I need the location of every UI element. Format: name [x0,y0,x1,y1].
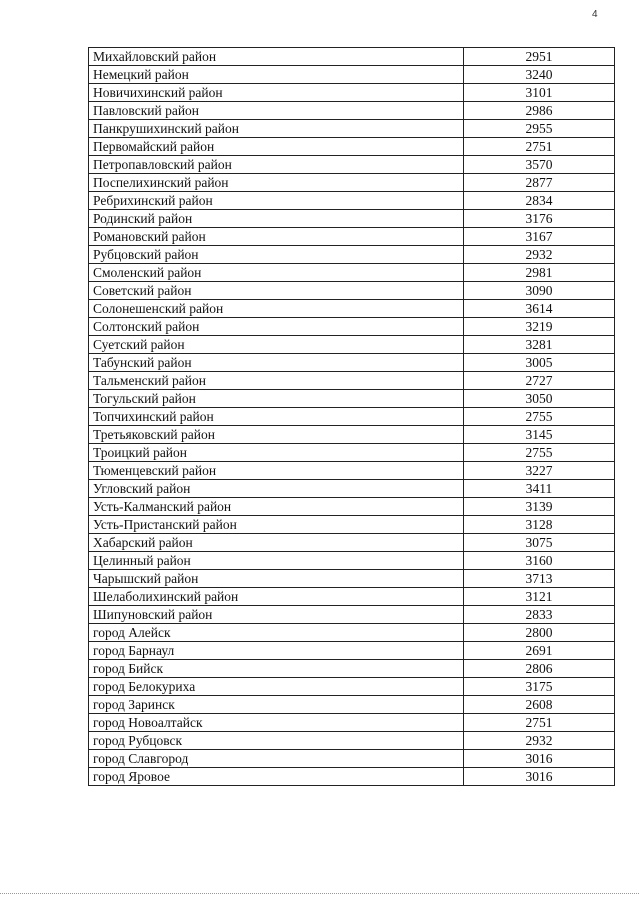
district-value-cell: 3128 [464,516,615,534]
district-name-cell: Тогульский район [89,390,464,408]
table-row [89,120,615,138]
district-value-cell: 2877 [464,174,615,192]
table-row [89,84,615,102]
table-row [89,48,615,66]
table-row [89,714,615,732]
district-value-cell: 3005 [464,354,615,372]
district-value-cell: 2955 [464,120,615,138]
district-value-cell: 3167 [464,228,615,246]
district-name-cell: Хабарский район [89,534,464,552]
district-value-cell: 3219 [464,318,615,336]
table-row [89,570,615,588]
district-name-cell: Усть-Калманский район [89,498,464,516]
district-name-cell: Шипуновский район [89,606,464,624]
district-value-cell: 2691 [464,642,615,660]
district-value-cell: 3075 [464,534,615,552]
district-name-cell: Третьяковский район [89,426,464,444]
district-name-cell: город Бийск [89,660,464,678]
table-row [89,228,615,246]
table-row [89,264,615,282]
table-row [89,444,615,462]
district-name-cell: город Барнаул [89,642,464,660]
district-name-cell: Смоленский район [89,264,464,282]
district-name-cell: Целинный район [89,552,464,570]
district-value-cell: 2751 [464,138,615,156]
district-name-cell: Рубцовский район [89,246,464,264]
district-value-cell: 3050 [464,390,615,408]
table-row [89,156,615,174]
district-value-cell: 2806 [464,660,615,678]
district-name-cell: Шелаболихинский район [89,588,464,606]
district-name-cell: город Алейск [89,624,464,642]
district-name-cell: Панкрушихинский район [89,120,464,138]
district-name-cell: Немецкий район [89,66,464,84]
table-body [89,48,615,786]
district-name-cell: Суетский район [89,336,464,354]
district-value-cell: 3227 [464,462,615,480]
table-row [89,606,615,624]
table-row [89,480,615,498]
district-name-cell: Михайловский район [89,48,464,66]
district-name-cell: Советский район [89,282,464,300]
district-name-cell: Угловский район [89,480,464,498]
district-value-cell: 3175 [464,678,615,696]
district-name-cell: Родинский район [89,210,464,228]
table-row [89,66,615,84]
district-value-cell: 3016 [464,768,615,786]
district-value-cell: 2751 [464,714,615,732]
district-name-cell: город Рубцовск [89,732,464,750]
district-name-cell: Поспелихинский район [89,174,464,192]
table-row [89,318,615,336]
district-name-cell: Солонешенский район [89,300,464,318]
district-name-cell: город Новоалтайск [89,714,464,732]
district-value-cell: 2834 [464,192,615,210]
table-row [89,210,615,228]
table-row [89,678,615,696]
table-row [89,354,615,372]
table-row [89,102,615,120]
table-row [89,300,615,318]
table-row [89,660,615,678]
table-row [89,246,615,264]
district-value-cell: 3121 [464,588,615,606]
table-row [89,642,615,660]
district-name-cell: город Славгород [89,750,464,768]
district-value-cell: 3176 [464,210,615,228]
table-row [89,408,615,426]
table-row [89,750,615,768]
district-value-cell: 2608 [464,696,615,714]
table-row [89,372,615,390]
district-value-cell: 3090 [464,282,615,300]
district-name-cell: Ребрихинский район [89,192,464,210]
district-value-cell: 3160 [464,552,615,570]
district-value-cell: 2755 [464,444,615,462]
district-value-cell: 2932 [464,246,615,264]
table-row [89,534,615,552]
table-row [89,426,615,444]
page-bottom-divider [0,893,639,894]
district-value-cell: 3016 [464,750,615,768]
district-value-cell: 2755 [464,408,615,426]
table-row [89,498,615,516]
table-row [89,462,615,480]
district-name-cell: Романовский район [89,228,464,246]
district-value-cell: 2986 [464,102,615,120]
district-name-cell: Тюменцевский район [89,462,464,480]
district-value-cell: 3570 [464,156,615,174]
district-name-cell: Павловский район [89,102,464,120]
district-value-cell: 3101 [464,84,615,102]
district-value-cell: 3614 [464,300,615,318]
table-row [89,732,615,750]
district-value-cell: 2800 [464,624,615,642]
table-row [89,390,615,408]
table-row [89,516,615,534]
district-name-cell: Солтонский район [89,318,464,336]
district-value-cell: 2951 [464,48,615,66]
district-value-cell: 2833 [464,606,615,624]
table-row [89,282,615,300]
table-row [89,192,615,210]
table-row [89,624,615,642]
district-name-cell: город Заринск [89,696,464,714]
district-value-cell: 2727 [464,372,615,390]
district-name-cell: Чарышский район [89,570,464,588]
table-row [89,768,615,786]
district-value-cell: 3713 [464,570,615,588]
district-value-cell: 2981 [464,264,615,282]
district-name-cell: Петропавловский район [89,156,464,174]
district-name-cell: Табунский район [89,354,464,372]
table-row [89,138,615,156]
district-value-cell: 2932 [464,732,615,750]
district-value-cell: 3139 [464,498,615,516]
district-name-cell: Тальменский район [89,372,464,390]
table-row [89,696,615,714]
district-name-cell: город Яровое [89,768,464,786]
table-row [89,552,615,570]
district-name-cell: Первомайский район [89,138,464,156]
district-name-cell: Усть-Пристанский район [89,516,464,534]
district-table [88,47,615,786]
district-name-cell: город Белокуриха [89,678,464,696]
table-row [89,588,615,606]
table-row [89,174,615,192]
district-value-cell: 3240 [464,66,615,84]
district-name-cell: Топчихинский район [89,408,464,426]
page-number: 4 [592,9,598,20]
table-row [89,336,615,354]
district-name-cell: Троицкий район [89,444,464,462]
district-value-cell: 3145 [464,426,615,444]
district-value-cell: 3411 [464,480,615,498]
district-value-cell: 3281 [464,336,615,354]
district-name-cell: Новичихинский район [89,84,464,102]
